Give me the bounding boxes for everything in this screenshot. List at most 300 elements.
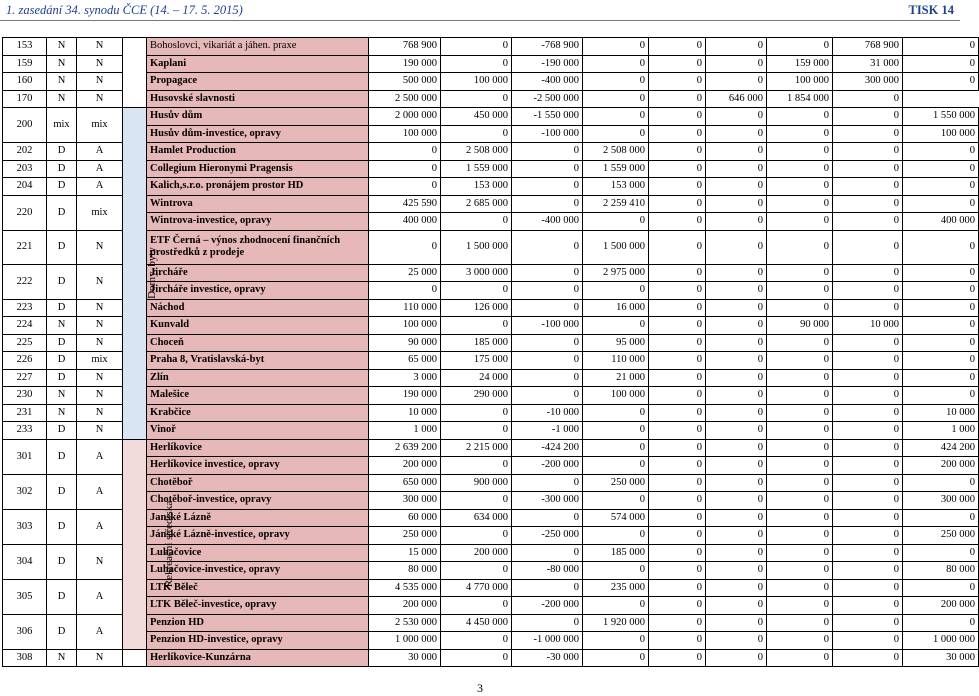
table-row — [3, 143, 979, 161]
value-cell: 0 — [649, 422, 706, 440]
value-cell: 30 000 — [903, 649, 979, 667]
value-cell: -300 000 — [512, 492, 583, 510]
category-code: N — [77, 649, 123, 667]
value-cell: 0 — [706, 544, 767, 562]
value-cell: -80 000 — [512, 562, 583, 580]
value-cell: 0 — [583, 649, 649, 667]
value-cell: 175 000 — [441, 352, 512, 370]
value-cell: 0 — [649, 474, 706, 492]
value-cell: 0 — [903, 614, 979, 632]
item-name: Luhačovice — [147, 544, 369, 562]
value-cell: 450 000 — [441, 108, 512, 126]
value-cell: -30 000 — [512, 649, 583, 667]
type-code: N — [47, 387, 77, 405]
table-row — [3, 597, 979, 615]
table-row — [3, 108, 979, 126]
category-code: mix — [77, 195, 123, 230]
value-cell: 0 — [649, 213, 706, 231]
category-code: N — [77, 387, 123, 405]
value-cell: 0 — [706, 178, 767, 196]
value-cell: 634 000 — [441, 509, 512, 527]
item-name: Bohoslovci, vikariát a jáhen. praxe — [147, 38, 369, 56]
value-cell: 0 — [767, 125, 833, 143]
value-cell: 100 000 — [767, 73, 833, 91]
row-number: 221 — [3, 230, 47, 264]
value-cell: 0 — [649, 597, 706, 615]
value-cell: 0 — [706, 404, 767, 422]
type-code: N — [47, 38, 77, 56]
value-cell: 16 000 — [583, 299, 649, 317]
value-cell: 0 — [767, 457, 833, 475]
header-title: 1. zasedání 34. synodu ČCE (14. – 17. 5. 2015) — [6, 3, 243, 17]
value-cell: 0 — [767, 439, 833, 457]
value-cell: 0 — [833, 160, 903, 178]
value-cell: 0 — [767, 614, 833, 632]
value-cell: 0 — [903, 38, 979, 56]
value-cell: 0 — [649, 352, 706, 370]
value-cell: 0 — [441, 90, 512, 108]
table-row — [3, 562, 979, 580]
value-cell: 0 — [441, 492, 512, 510]
value-cell: 4 535 000 — [369, 579, 441, 597]
value-cell: 0 — [649, 509, 706, 527]
category-code: N — [77, 404, 123, 422]
value-cell: 0 — [706, 334, 767, 352]
value-cell: 0 — [833, 195, 903, 213]
header-doc-id: TISK 14 — [908, 3, 954, 17]
row-number: 305 — [3, 579, 47, 614]
value-cell: 0 — [706, 387, 767, 405]
value-cell: 0 — [706, 55, 767, 73]
item-name: Jircháře investice, opravy — [147, 282, 369, 300]
row-number: 153 — [3, 38, 47, 56]
value-cell: 0 — [706, 230, 767, 264]
value-cell: 0 — [649, 55, 706, 73]
value-cell: 290 000 — [441, 387, 512, 405]
value-cell: 200 000 — [903, 597, 979, 615]
row-number: 159 — [3, 55, 47, 73]
value-cell: 0 — [833, 649, 903, 667]
value-cell: 0 — [903, 369, 979, 387]
value-cell: 0 — [512, 299, 583, 317]
value-cell: 1 559 000 — [583, 160, 649, 178]
value-cell: 0 — [833, 369, 903, 387]
value-cell: -768 900 — [512, 38, 583, 56]
value-cell: 0 — [512, 143, 583, 161]
category-code: A — [77, 143, 123, 161]
value-cell: 0 — [583, 125, 649, 143]
header-rule — [0, 20, 960, 21]
row-number: 301 — [3, 439, 47, 474]
value-cell: 0 — [706, 527, 767, 545]
type-code: D — [47, 474, 77, 509]
value-cell: 0 — [441, 55, 512, 73]
value-cell: 0 — [903, 387, 979, 405]
value-cell: 574 000 — [583, 509, 649, 527]
item-name: Zlín — [147, 369, 369, 387]
value-cell: 0 — [706, 195, 767, 213]
row-number: 160 — [3, 73, 47, 91]
value-cell: 1 000 000 — [903, 632, 979, 650]
value-cell: 0 — [706, 492, 767, 510]
value-cell: 0 — [767, 649, 833, 667]
value-cell: 0 — [903, 178, 979, 196]
item-name: Wintrova-investice, opravy — [147, 213, 369, 231]
value-cell: -10 000 — [512, 404, 583, 422]
value-cell: 0 — [583, 55, 649, 73]
table-row — [3, 160, 979, 178]
item-name: Kalich,s.r.o. pronájem prostor HD — [147, 178, 369, 196]
value-cell: 400 000 — [369, 213, 441, 231]
value-cell: 0 — [649, 579, 706, 597]
value-cell: 0 — [767, 282, 833, 300]
value-cell: 65 000 — [369, 352, 441, 370]
value-cell: 190 000 — [369, 387, 441, 405]
table-row — [3, 299, 979, 317]
value-cell: 300 000 — [833, 73, 903, 91]
value-cell: 0 — [649, 160, 706, 178]
value-cell: -400 000 — [512, 213, 583, 231]
value-cell: 0 — [706, 649, 767, 667]
value-cell: 0 — [649, 404, 706, 422]
value-cell: 200 000 — [369, 597, 441, 615]
value-cell: 0 — [649, 264, 706, 282]
item-name: Kaplani — [147, 55, 369, 73]
value-cell: 2 259 410 — [583, 195, 649, 213]
value-cell: 0 — [767, 422, 833, 440]
value-cell: 768 900 — [833, 38, 903, 56]
value-cell: 0 — [767, 299, 833, 317]
type-code: D — [47, 143, 77, 161]
category-code: A — [77, 579, 123, 614]
value-cell: 0 — [583, 282, 649, 300]
value-cell: 0 — [369, 143, 441, 161]
value-cell: 0 — [833, 509, 903, 527]
value-cell: 0 — [706, 38, 767, 56]
table-row — [3, 422, 979, 440]
value-cell: 0 — [767, 195, 833, 213]
value-cell: 2 000 000 — [369, 108, 441, 126]
value-cell: 0 — [767, 527, 833, 545]
value-cell: 15 000 — [369, 544, 441, 562]
value-cell: 0 — [767, 579, 833, 597]
value-cell: 153 000 — [441, 178, 512, 196]
value-cell: 80 000 — [369, 562, 441, 580]
category-code: N — [77, 38, 123, 56]
value-cell: 0 — [706, 160, 767, 178]
item-name: Husovské slavnosti — [147, 90, 369, 108]
value-cell: 4 450 000 — [441, 614, 512, 632]
value-cell: 0 — [833, 352, 903, 370]
value-cell: 0 — [767, 509, 833, 527]
category-code: N — [77, 317, 123, 335]
value-cell: 0 — [369, 160, 441, 178]
type-code: D — [47, 422, 77, 440]
table-row — [3, 614, 979, 632]
value-cell: 400 000 — [903, 213, 979, 231]
type-code: D — [47, 230, 77, 264]
value-cell: -424 200 — [512, 439, 583, 457]
value-cell: 0 — [706, 474, 767, 492]
table-body — [3, 38, 979, 667]
item-name: Praha 8, Vratislavská-byt — [147, 352, 369, 370]
value-cell: 0 — [369, 230, 441, 264]
value-cell: 0 — [512, 614, 583, 632]
value-cell: 31 000 — [833, 55, 903, 73]
value-cell: 110 000 — [369, 299, 441, 317]
value-cell: -1 000 — [512, 422, 583, 440]
value-cell: 0 — [767, 562, 833, 580]
type-code: D — [47, 579, 77, 614]
value-cell: 126 000 — [441, 299, 512, 317]
value-cell: -200 000 — [512, 597, 583, 615]
value-cell: 0 — [833, 527, 903, 545]
row-number: 220 — [3, 195, 47, 230]
value-cell: 0 — [512, 282, 583, 300]
value-cell: -100 000 — [512, 125, 583, 143]
value-cell: 0 — [441, 38, 512, 56]
row-number: 227 — [3, 369, 47, 387]
value-cell: 0 — [441, 213, 512, 231]
item-name: Penzion HD-investice, opravy — [147, 632, 369, 650]
group-label — [123, 108, 158, 440]
value-cell: 0 — [649, 387, 706, 405]
value-cell: 0 — [583, 38, 649, 56]
value-cell: 0 — [512, 369, 583, 387]
value-cell: 0 — [767, 387, 833, 405]
value-cell: -400 000 — [512, 73, 583, 91]
value-cell: -1 550 000 — [512, 108, 583, 126]
value-cell: 250 000 — [583, 474, 649, 492]
value-cell: -100 000 — [512, 317, 583, 335]
value-cell: 0 — [833, 230, 903, 264]
item-name: Hamlet Production — [147, 143, 369, 161]
type-code: D — [47, 544, 77, 579]
value-cell: 0 — [649, 73, 706, 91]
value-cell: 0 — [767, 160, 833, 178]
value-cell: 90 000 — [369, 334, 441, 352]
value-cell: 185 000 — [441, 334, 512, 352]
row-number: 223 — [3, 299, 47, 317]
value-cell: 0 — [767, 230, 833, 264]
type-code: N — [47, 404, 77, 422]
value-cell: 30 000 — [369, 649, 441, 667]
value-cell: 0 — [833, 125, 903, 143]
value-cell: 0 — [706, 439, 767, 457]
value-cell: 100 000 — [441, 73, 512, 91]
value-cell: 0 — [833, 457, 903, 475]
value-cell: 200 000 — [441, 544, 512, 562]
value-cell: 90 000 — [767, 317, 833, 335]
value-cell: 159 000 — [767, 55, 833, 73]
value-cell: 0 — [903, 264, 979, 282]
category-code: N — [77, 90, 123, 108]
category-code: N — [77, 55, 123, 73]
value-cell: 0 — [767, 178, 833, 196]
value-cell: 0 — [767, 474, 833, 492]
value-cell: 0 — [583, 108, 649, 126]
value-cell: 2 685 000 — [441, 195, 512, 213]
category-code: N — [77, 369, 123, 387]
row-number: 225 — [3, 334, 47, 352]
category-code: N — [77, 544, 123, 579]
value-cell: 3 000 — [369, 369, 441, 387]
value-cell: 0 — [903, 334, 979, 352]
value-cell: 0 — [649, 282, 706, 300]
value-cell: 0 — [512, 230, 583, 264]
type-code: D — [47, 160, 77, 178]
value-cell: 1 500 000 — [583, 230, 649, 264]
value-cell: 0 — [706, 299, 767, 317]
table-row — [3, 649, 979, 667]
item-name: Husův dům-investice, opravy — [147, 125, 369, 143]
category-code: N — [77, 299, 123, 317]
value-cell: 0 — [649, 317, 706, 335]
value-cell: 0 — [706, 143, 767, 161]
value-cell: 0 — [706, 264, 767, 282]
category-code: mix — [77, 352, 123, 370]
item-name: Náchod — [147, 299, 369, 317]
value-cell: 0 — [441, 317, 512, 335]
value-cell: 190 000 — [369, 55, 441, 73]
value-cell: 25 000 — [369, 264, 441, 282]
value-cell: 0 — [512, 160, 583, 178]
value-cell: 1 000 — [369, 422, 441, 440]
table-row — [3, 579, 979, 597]
item-name: Jánské Lázně-investice, opravy — [147, 527, 369, 545]
value-cell: 0 — [833, 474, 903, 492]
type-code: N — [47, 317, 77, 335]
value-cell: 0 — [903, 474, 979, 492]
value-cell: 0 — [903, 544, 979, 562]
row-number: 204 — [3, 178, 47, 196]
type-code: D — [47, 299, 77, 317]
value-cell: 0 — [767, 334, 833, 352]
value-cell: 0 — [706, 597, 767, 615]
value-cell: 0 — [583, 317, 649, 335]
value-cell: 100 000 — [369, 317, 441, 335]
value-cell: 0 — [767, 632, 833, 650]
value-cell: 0 — [649, 178, 706, 196]
value-cell: 900 000 — [441, 474, 512, 492]
value-cell: 0 — [833, 299, 903, 317]
value-cell: 200 000 — [369, 457, 441, 475]
value-cell: 153 000 — [583, 178, 649, 196]
value-cell: 300 000 — [369, 492, 441, 510]
value-cell: 0 — [833, 387, 903, 405]
value-cell: 0 — [512, 387, 583, 405]
value-cell: 650 000 — [369, 474, 441, 492]
category-code: N — [77, 264, 123, 299]
type-code: D — [47, 369, 77, 387]
value-cell: 0 — [583, 527, 649, 545]
value-cell: 0 — [649, 527, 706, 545]
value-cell: 0 — [706, 73, 767, 91]
type-code: D — [47, 178, 77, 196]
value-cell: 2 508 000 — [583, 143, 649, 161]
row-number: 304 — [3, 544, 47, 579]
type-code: D — [47, 334, 77, 352]
category-code: A — [77, 160, 123, 178]
value-cell: 0 — [441, 597, 512, 615]
row-number: 224 — [3, 317, 47, 335]
type-code: D — [47, 509, 77, 544]
table-row — [3, 369, 979, 387]
table-row — [3, 509, 979, 527]
value-cell: 2 975 000 — [583, 264, 649, 282]
table-row — [3, 38, 979, 56]
value-cell: 0 — [441, 649, 512, 667]
value-cell: 0 — [903, 230, 979, 264]
value-cell: 10 000 — [833, 317, 903, 335]
value-cell: 1 000 000 — [369, 632, 441, 650]
value-cell: 0 — [441, 282, 512, 300]
category-code: A — [77, 509, 123, 544]
value-cell: 0 — [649, 299, 706, 317]
value-cell: 300 000 — [903, 492, 979, 510]
category-code: N — [77, 73, 123, 91]
item-name: Jircháře — [147, 264, 369, 282]
item-name: Chotěboř — [147, 474, 369, 492]
item-name: Wintrova — [147, 195, 369, 213]
value-cell: 95 000 — [583, 334, 649, 352]
value-cell: -250 000 — [512, 527, 583, 545]
table-row — [3, 90, 979, 108]
value-cell: 0 — [903, 160, 979, 178]
value-cell: 500 000 — [369, 73, 441, 91]
value-cell: 0 — [833, 334, 903, 352]
value-cell: 0 — [512, 264, 583, 282]
item-name: Malešice — [147, 387, 369, 405]
value-cell: 0 — [706, 509, 767, 527]
value-cell: 0 — [512, 195, 583, 213]
value-cell: 0 — [512, 544, 583, 562]
value-cell: 0 — [706, 457, 767, 475]
value-cell: 0 — [706, 562, 767, 580]
row-number: 230 — [3, 387, 47, 405]
value-cell: 2 530 000 — [369, 614, 441, 632]
item-name: Husův dům — [147, 108, 369, 126]
value-cell: 0 — [649, 492, 706, 510]
table-row — [3, 195, 979, 213]
value-cell: 0 — [649, 562, 706, 580]
item-name: Propagace — [147, 73, 369, 91]
value-cell: 0 — [833, 143, 903, 161]
value-cell: 0 — [833, 178, 903, 196]
value-cell: 0 — [649, 649, 706, 667]
value-cell: 0 — [583, 73, 649, 91]
value-cell: 100 000 — [583, 387, 649, 405]
value-cell: 21 000 — [583, 369, 649, 387]
value-cell: 0 — [441, 527, 512, 545]
value-cell: 0 — [833, 632, 903, 650]
value-cell: 0 — [833, 422, 903, 440]
table-row — [3, 474, 979, 492]
value-cell: 0 — [767, 404, 833, 422]
value-cell: 0 — [649, 334, 706, 352]
value-cell: 0 — [767, 264, 833, 282]
value-cell: 0 — [649, 108, 706, 126]
value-cell: 0 — [833, 90, 903, 108]
value-cell: 2 500 000 — [369, 90, 441, 108]
value-cell: 0 — [583, 404, 649, 422]
value-cell: 0 — [833, 597, 903, 615]
value-cell: 0 — [441, 422, 512, 440]
value-cell: 1 000 — [903, 422, 979, 440]
row-number: 306 — [3, 614, 47, 649]
category-code: N — [77, 422, 123, 440]
value-cell: 1 920 000 — [583, 614, 649, 632]
